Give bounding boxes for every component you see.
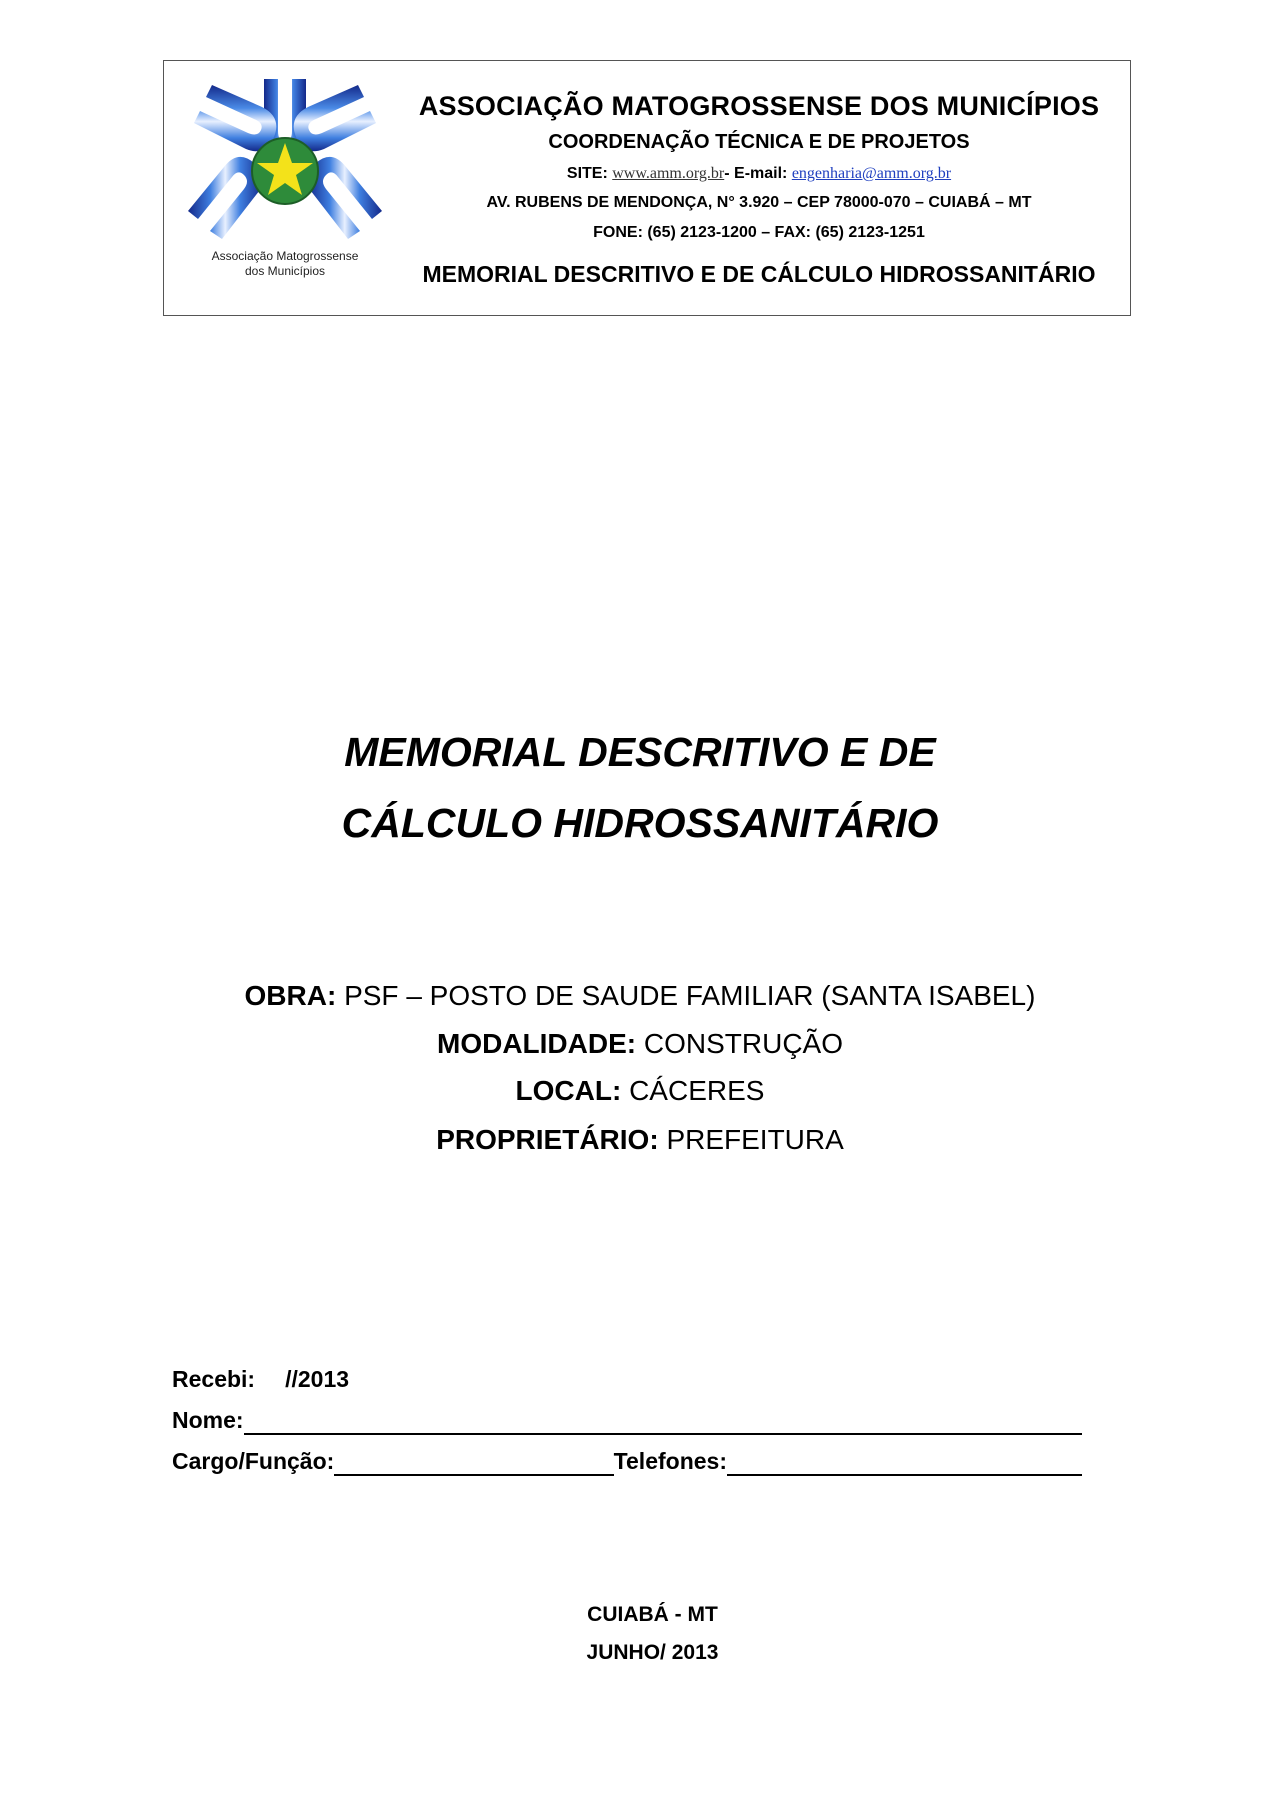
name-label: Nome: <box>172 1407 244 1433</box>
received-line <box>172 1364 349 1394</box>
proprietario-line <box>0 1122 1280 1158</box>
footer-date: JUNHO/ 2013 <box>586 1641 719 1664</box>
logo-caption <box>182 249 388 279</box>
email-link[interactable]: engenharia@amm.org.br <box>791 165 952 182</box>
footer-city: CUIABÁ - MT <box>587 1603 718 1626</box>
contact-line <box>394 165 1124 183</box>
letterhead <box>163 60 1131 316</box>
organization-name: ASSOCIAÇÃO MATOGROSSENSE DOS MUNICÍPIOS <box>418 91 1100 121</box>
modalidade-label: MODALIDADE: <box>437 1028 637 1059</box>
name-blank <box>244 1409 1082 1435</box>
proprietario-label: PROPRIETÁRIO: <box>436 1124 659 1155</box>
role-phone-line <box>172 1446 1082 1476</box>
modalidade-value: CONSTRUÇÃO <box>643 1028 843 1059</box>
obra-label: OBRA: <box>244 980 337 1011</box>
site-separator: - <box>724 165 730 182</box>
logo-caption-line1: Associação Matogrossense <box>211 249 359 263</box>
local-label: LOCAL: <box>515 1075 622 1106</box>
coordination-name: COORDENAÇÃO TÉCNICA E DE PROJETOS <box>548 131 970 153</box>
phones-blank <box>727 1450 1082 1476</box>
received-label: Recebi: <box>172 1366 256 1392</box>
role-label: Cargo/Função: <box>172 1448 335 1474</box>
local-value: CÁCERES <box>629 1075 765 1106</box>
obra-value: PSF – POSTO DE SAUDE FAMILIAR (SANTA ISABEL) <box>344 980 1036 1011</box>
logo-caption-line2: dos Municípios <box>244 264 326 278</box>
document-type: MEMORIAL DESCRITIVO E DE CÁLCULO HIDROSSANITÁRIO <box>422 261 1096 287</box>
phone-line: FONE: (65) 2123-1200 – FAX: (65) 2123-1251 <box>593 224 925 241</box>
site-label: SITE: <box>566 165 608 182</box>
modalidade-line <box>0 1026 1280 1062</box>
star-logo-icon <box>182 71 388 251</box>
phones-label: Telefones: <box>613 1448 727 1474</box>
document-title-line1: MEMORIAL DESCRITIVO E DE <box>344 729 936 775</box>
document-title-line2: CÁLCULO HIDROSSANITÁRIO <box>341 800 939 846</box>
email-label: E-mail: <box>734 165 788 182</box>
role-blank <box>334 1450 613 1476</box>
obra-line <box>0 978 1280 1014</box>
local-line <box>0 1073 1280 1109</box>
received-date: //2013 <box>285 1366 350 1392</box>
site-link[interactable]: www.amm.org.br <box>612 165 725 182</box>
address-line: AV. RUBENS DE MENDONÇA, N° 3.920 – CEP 78000-070 – CUIABÁ – MT <box>486 194 1032 211</box>
name-line <box>172 1405 1082 1435</box>
amm-logo <box>182 71 388 291</box>
proprietario-value: PREFEITURA <box>666 1124 844 1155</box>
